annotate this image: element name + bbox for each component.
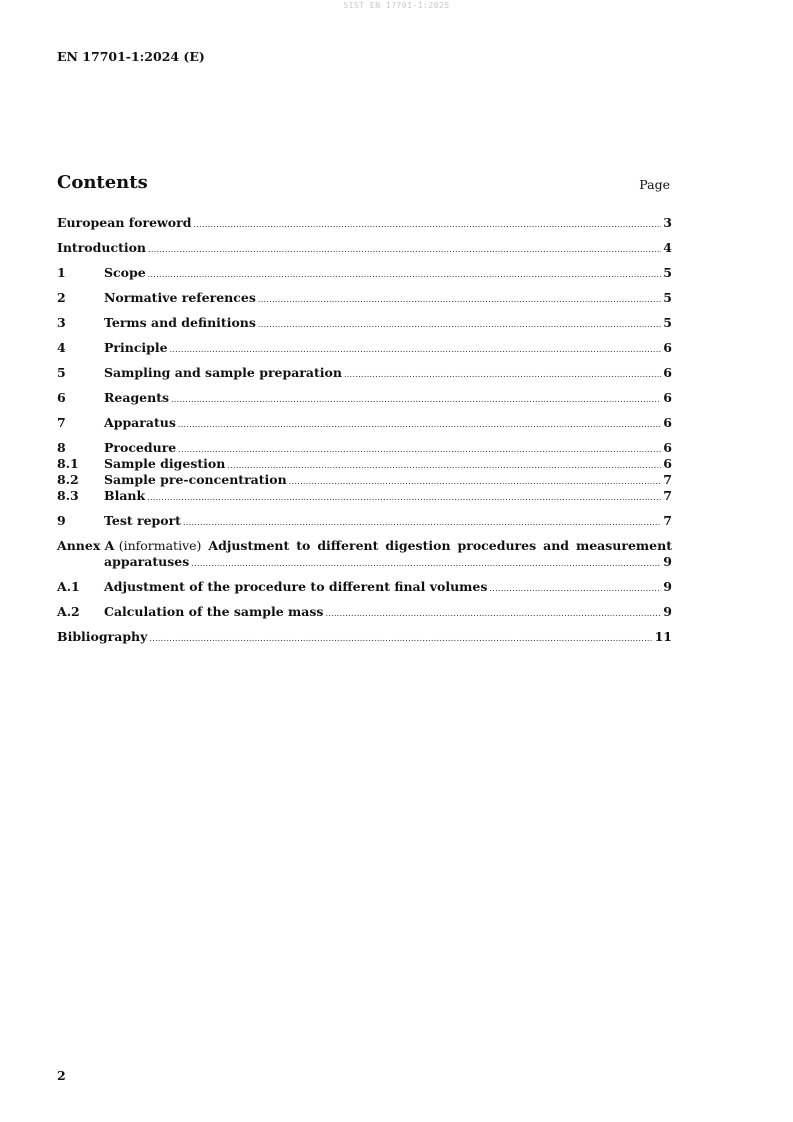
toc-entry-blank[interactable] <box>57 488 672 504</box>
dot-leader <box>191 556 661 572</box>
annex-title-word: Adjustment <box>208 538 290 553</box>
toc-entry-sample-pre-concentration[interactable] <box>57 472 672 488</box>
toc-entry-page: 6 <box>663 340 672 355</box>
toc-entry-title: Principle <box>104 340 168 355</box>
toc-entry-title: Terms and definitions <box>104 315 256 330</box>
toc-entry-page: 6 <box>663 456 672 471</box>
toc-entry-title: Bibliography <box>57 629 148 644</box>
toc-entry-title: apparatuses <box>104 554 190 569</box>
toc-entry-page: 7 <box>663 513 672 528</box>
dot-leader <box>258 292 661 308</box>
toc-entry-title: Adjustment of the procedure to different final volumes <box>104 579 488 594</box>
dot-leader <box>289 474 662 490</box>
toc-entry-scope[interactable] <box>57 265 672 281</box>
annex-title-word: measurement <box>575 538 672 553</box>
toc-entry-title: European foreword <box>57 215 192 230</box>
toc-entry-bibliography[interactable] <box>57 629 672 645</box>
toc-entry-title: Sample digestion <box>104 456 226 471</box>
contents-heading: Contents <box>57 172 148 193</box>
toc-entry-terms-and-definitions[interactable] <box>57 315 672 331</box>
toc-entry-page: 5 <box>663 265 672 280</box>
annex-label: Annex A <box>57 538 115 553</box>
toc-entry-page: 5 <box>663 315 672 330</box>
toc-entry-title: Calculation of the sample mass <box>104 604 324 619</box>
toc-entry-number: 7 <box>57 415 66 430</box>
watermark: SIST EN 17701-1:2025 <box>343 1 450 10</box>
toc-entry-page: 6 <box>663 390 672 405</box>
toc-entry-number: 9 <box>57 513 66 528</box>
dot-leader <box>178 417 661 433</box>
toc-entry-number: 5 <box>57 365 66 380</box>
toc-entry-page: 9 <box>663 579 672 594</box>
document-id: EN 17701-1:2024 (E) <box>57 49 205 64</box>
toc-entry-number: 3 <box>57 315 66 330</box>
toc-entry-page: 6 <box>663 415 672 430</box>
toc-entry-title: Procedure <box>104 440 177 455</box>
dot-leader <box>171 392 661 408</box>
annex-title-word: digestion <box>385 538 451 553</box>
toc-entry-title: Sample pre-concentration <box>104 472 287 487</box>
toc-entry-number: 2 <box>57 290 66 305</box>
dot-leader <box>227 458 661 474</box>
annex-title-word: procedures <box>457 538 537 553</box>
toc-entry-page: 5 <box>663 290 672 305</box>
toc-entry-european-foreword[interactable] <box>57 215 672 231</box>
toc-entry-page: 7 <box>663 488 672 503</box>
toc-entry-title: Blank <box>104 488 146 503</box>
page-column-label: Page <box>639 177 670 192</box>
annex-label-group <box>57 538 201 554</box>
toc-entry-page: 9 <box>663 604 672 619</box>
toc-entry-number: 8.2 <box>57 472 79 487</box>
toc-entry-title: Apparatus <box>104 415 176 430</box>
dot-leader <box>344 367 661 383</box>
dot-leader <box>178 442 661 458</box>
toc-entry-number: 8 <box>57 440 66 455</box>
dot-leader <box>170 342 662 358</box>
annex-title-word: different <box>317 538 379 553</box>
toc-entry-page: 7 <box>663 472 672 487</box>
toc-entry-normative-references[interactable] <box>57 290 672 306</box>
toc-entry-title: Test report <box>104 513 181 528</box>
annex-type: (informative) <box>118 538 202 553</box>
dot-leader <box>325 606 661 622</box>
dot-leader <box>489 581 661 597</box>
toc-entry-number: 8.3 <box>57 488 79 503</box>
toc-entry-page: 6 <box>663 365 672 380</box>
toc-entry-annex-a[interactable] <box>57 538 672 554</box>
toc-entry-number: A.2 <box>57 604 80 619</box>
toc-entry-sample-digestion[interactable] <box>57 456 672 472</box>
toc-entry-number: 1 <box>57 265 66 280</box>
dot-leader <box>183 515 661 531</box>
toc-entry-page: 4 <box>663 240 672 255</box>
annex-title-word: and <box>543 538 570 553</box>
toc-entry-test-report[interactable] <box>57 513 672 529</box>
toc-entry-page: 3 <box>663 215 672 230</box>
toc-entry-introduction[interactable] <box>57 240 672 256</box>
dot-leader <box>258 317 661 333</box>
toc-entry-reagents[interactable] <box>57 390 672 406</box>
dot-leader <box>148 242 661 258</box>
toc-entry-sampling[interactable] <box>57 365 672 381</box>
toc-entry-title: Introduction <box>57 240 147 255</box>
annex-title-word: to <box>296 538 311 553</box>
toc-entry-annex-a-continuation[interactable] <box>57 554 672 570</box>
toc-entry-page: 9 <box>663 554 672 569</box>
dot-leader <box>193 217 661 233</box>
toc-entry-principle[interactable] <box>57 340 672 356</box>
toc-entry-title: Normative references <box>104 290 256 305</box>
toc-entry-title: Sampling and sample preparation <box>104 365 342 380</box>
dot-leader <box>148 267 662 283</box>
toc-entry-number: 8.1 <box>57 456 79 471</box>
toc-entry-a1[interactable] <box>57 579 672 595</box>
toc-entry-title: Scope <box>104 265 146 280</box>
toc-entry-number: 6 <box>57 390 66 405</box>
dot-leader <box>149 631 652 647</box>
toc-entry-number: 4 <box>57 340 66 355</box>
toc-entry-procedure[interactable] <box>57 440 672 456</box>
toc-entry-page: 6 <box>663 440 672 455</box>
table-of-contents <box>57 215 672 645</box>
toc-entry-a2[interactable] <box>57 604 672 620</box>
dot-leader <box>147 490 661 506</box>
toc-entry-number: A.1 <box>57 579 80 594</box>
page-number: 2 <box>57 1068 66 1083</box>
toc-entry-title: Reagents <box>104 390 170 405</box>
toc-entry-apparatus[interactable] <box>57 415 672 431</box>
toc-entry-page: 11 <box>654 629 672 644</box>
